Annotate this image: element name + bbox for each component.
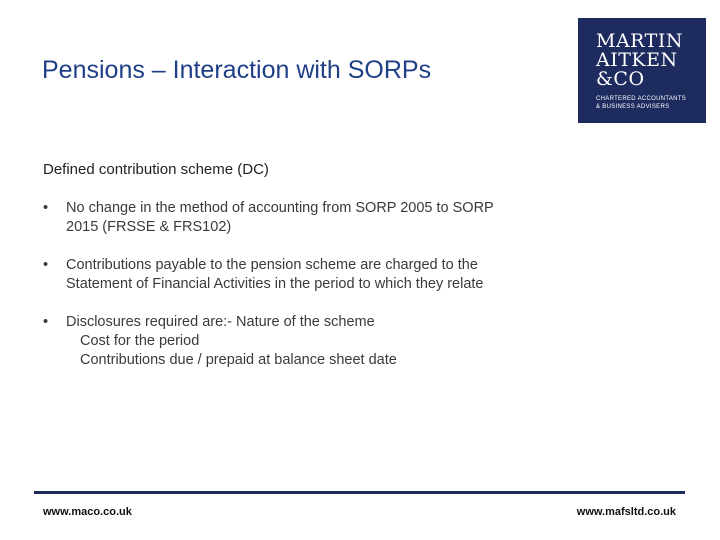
footer-divider [34,491,685,494]
slide-title: Pensions – Interaction with SORPs [42,56,432,84]
bullet-text-line: Statement of Financial Activities in the period to which they relate [66,276,484,292]
bullet-item [43,256,563,294]
bullet-text-line: Contributions due / prepaid at balance sheet date [80,352,397,368]
logo-tagline-1: CHARTERED ACCOUNTANTS [596,96,687,102]
bullet-marker: • [43,257,49,273]
bullet-text-line: Disclosures required are:- Nature of the scheme [66,314,375,330]
bullet-text-line: Contributions payable to the pension scheme are charged to the [66,257,478,273]
logo-tagline [596,95,706,111]
logo-line-1: MARTIN [596,30,683,52]
company-logo [578,18,706,123]
bullet-text-line: 2015 (FRSSE & FRS102) [66,219,232,235]
bullet-text-line: Cost for the period [80,333,200,349]
logo-line-3: &CO [596,68,645,90]
bullet-marker: • [43,200,49,216]
bullet-item [43,313,563,370]
bullet-list [43,199,563,370]
logo-tagline-2: & BUSINESS ADVISERS [596,104,670,110]
section-heading: Defined contribution scheme (DC) [43,161,269,178]
bullet-text-line: No change in the method of accounting from SORP 2005 to SORP [66,200,494,216]
bullet-item [43,199,563,237]
footer-link-maco[interactable]: www.maco.co.uk [43,506,132,518]
bullet-marker: • [43,314,49,330]
footer-link-mafsltd[interactable]: www.mafsltd.co.uk [576,506,676,518]
logo-line-2: AITKEN [596,49,678,71]
